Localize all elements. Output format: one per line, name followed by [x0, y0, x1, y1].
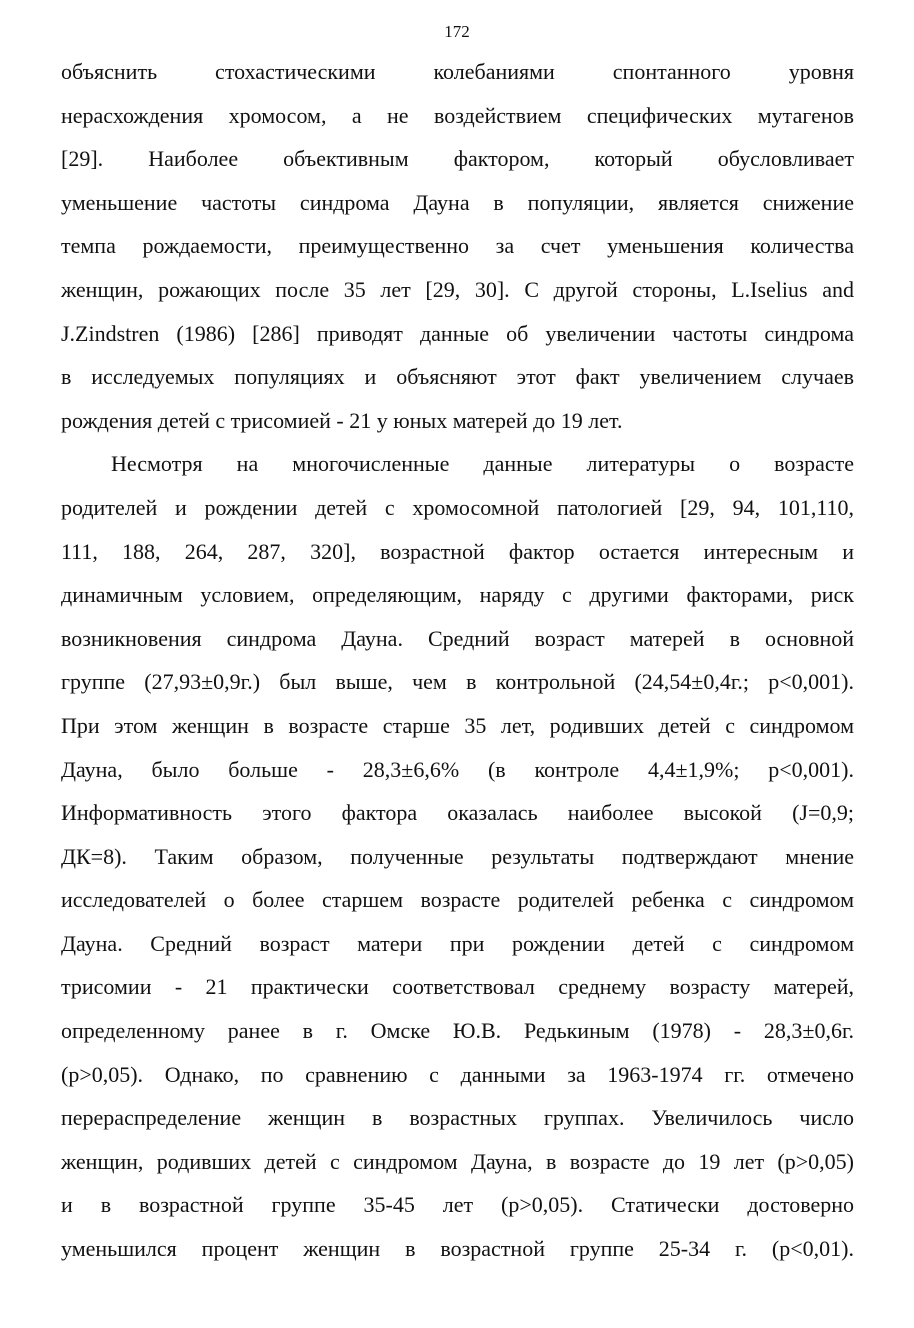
- text-line: J.Zindstren (1986) [286] приводят данные об увеличении частоты синдрома: [61, 320, 854, 346]
- body-text: [61, 50, 854, 1271]
- paragraph-2: [61, 442, 854, 1270]
- text-line: Дауна, было больше - 28,3±6,6% (в контроле 4,4±1,9%; р<0,001).: [61, 756, 854, 782]
- text-line: уменьшился процент женщин в возрастной группе 25-34 г. (р<0,01).: [61, 1236, 854, 1262]
- text-line: женщин, рожающих после 35 лет [29, 30]. С другой стороны, L.Iselius and: [61, 276, 854, 302]
- page-number: 172: [444, 22, 470, 41]
- text-line: в исследуемых популяциях и объясняют этот факт увеличением случаев: [61, 364, 854, 390]
- text-line: трисомии - 21 практически соответствовал среднему возрасту матерей,: [61, 974, 854, 1000]
- text-line: (р>0,05). Однако, по сравнению с данными за 1963-1974 гг. отмечено: [61, 1061, 854, 1087]
- text-line: определенному ранее в г. Омске Ю.В. Редькиным (1978) - 28,3±0,6г.: [61, 1018, 854, 1044]
- text-line: исследователей о более старшем возрасте родителей ребенка с синдромом: [61, 887, 854, 913]
- text-line: нерасхождения хромосом, а не воздействием специфических мутагенов: [61, 102, 854, 128]
- text-line: ДК=8). Таким образом, полученные результаты подтверждают мнение: [61, 843, 854, 869]
- text-line: группе (27,93±0,9г.) был выше, чем в контрольной (24,54±0,4г.; р<0,001).: [61, 669, 854, 695]
- text-line: уменьшение частоты синдрома Дауна в популяции, является снижение: [61, 189, 854, 215]
- text-line: возникновения синдрома Дауна. Средний возраст матерей в основной: [61, 625, 854, 651]
- text-line: 111, 188, 264, 287, 320], возрастной фактор остается интересным и: [61, 538, 854, 564]
- text-line: родителей и рождении детей с хромосомной патологией [29, 94, 101,110,: [61, 494, 854, 520]
- text-line: Несмотря на многочисленные данные литературы о возрасте: [111, 451, 854, 477]
- text-line: Информативность этого фактора оказалась наиболее высокой (J=0,9;: [61, 800, 854, 826]
- text-line: объяснить стохастическими колебаниями спонтанного уровня: [61, 59, 854, 84]
- text-line: и в возрастной группе 35-45 лет (р>0,05). Статически достоверно: [61, 1192, 854, 1218]
- text-line: рождения детей с трисомией - 21 у юных матерей до 19 лет.: [61, 407, 623, 433]
- text-line: [29]. Наиболее объективным фактором, который обусловливает: [61, 146, 854, 172]
- text-line: перераспределение женщин в возрастных группах. Увеличилось число: [61, 1105, 854, 1131]
- paragraph-1: [61, 50, 854, 442]
- text-line: динамичным условием, определяющим, наряду с другими факторами, риск: [61, 582, 854, 608]
- text-line: При этом женщин в возрасте старше 35 лет, родивших детей с синдромом: [61, 712, 854, 738]
- text-line: темпа рождаемости, преимущественно за счет уменьшения количества: [61, 233, 854, 259]
- text-line: женщин, родивших детей с синдромом Дауна, в возрасте до 19 лет (р>0,05): [61, 1148, 854, 1174]
- text-line: Дауна. Средний возраст матери при рождении детей с синдромом: [61, 930, 854, 956]
